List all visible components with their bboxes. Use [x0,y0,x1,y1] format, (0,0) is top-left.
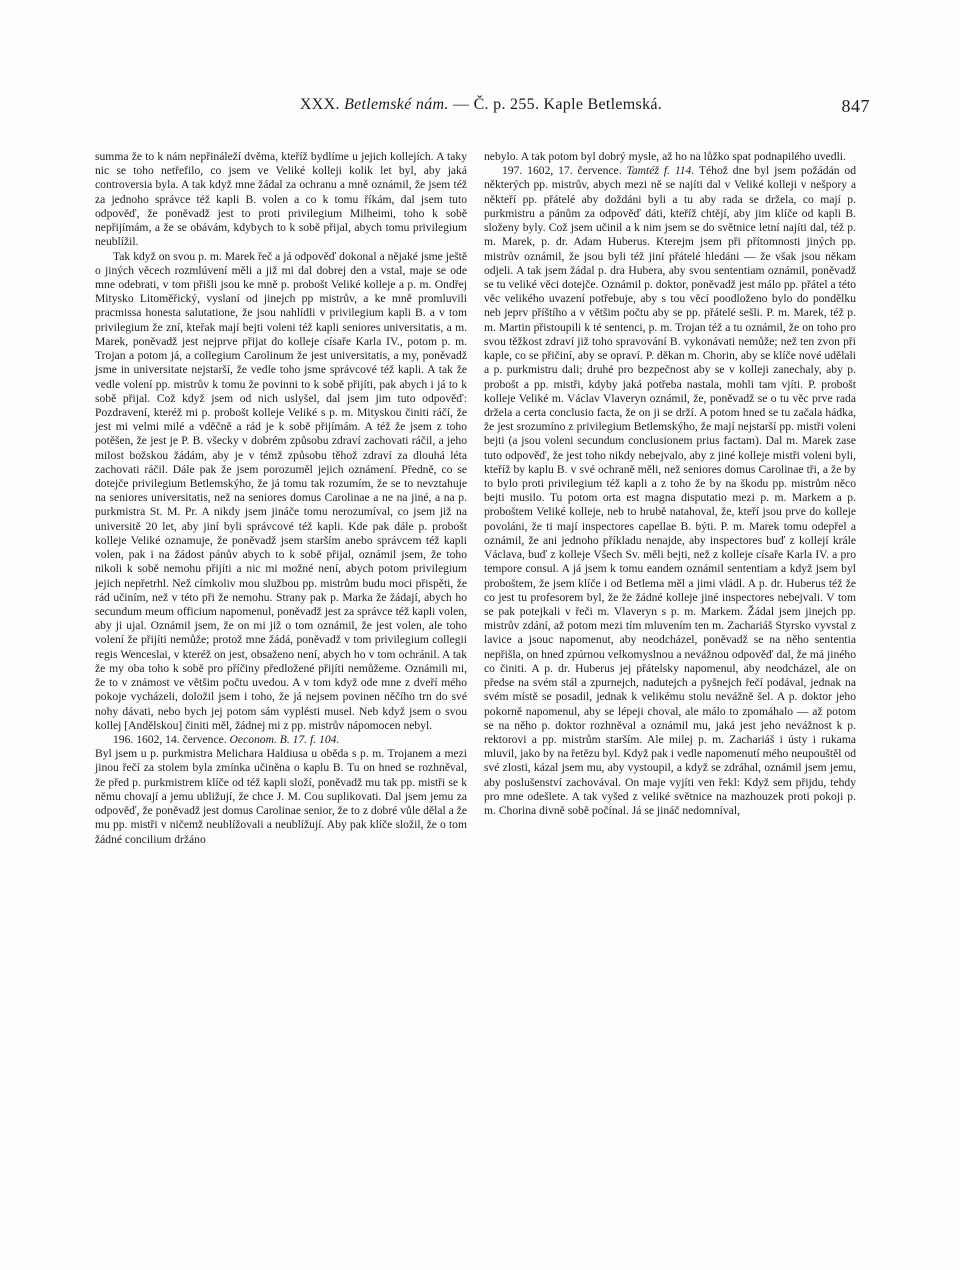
right-entry-197 [484,164,856,818]
entry-197-date: 197. 1602, 17. července. [502,164,627,178]
left-paragraph-4: Byl jsem u p. purkmistra Melichara Haldiusa u oběda s p. m. Trojanem a mezi jinou řečí za stolem byla zmínka učiněna o kaplu B. Tu on hned se rozhněval, že před p. purkmistrem klíče od též kapli složí, poněvadž mu tak pp. mistři se k němu chovají a jemu ubližují, že chce J. M. Cou suplikovati. Dal jsem jemu za odpověď, že poněvadž jest domus Carolinae senior, že to z dobré vůle dělal a že mu pp. mistři v ničemž neublížovali a neublížují. Aby pak klíče složil, že o tom žádné concilium držáno [95,747,467,846]
entry-197-source: Tamtéž f. 114. [626,164,695,178]
left-entry-196-heading [95,733,467,747]
entry-197-text: Téhož dne byl jsem požádán od některých pp. mistrův, abych mezi ně se najíti dal v Veliké kolleji v nešpory a někteří pp. přátelé aby doždáni byli a tu aby rada se držela, co mají p. purkmistru a pánům za odpověď dáti, kteříž chtějí, aby jim klíče od kapli B. složeny byly. Což jsem učinil a k nim jsem se do světnice letní najíti dal, též p. m. Marek, p. dr. Adam Huberus. Kterejm jsem při přítomnosti jiných pp. mistrův oznámil, že jsou byli též jiní přátelé hledáni — že však jsou někam odjeli. A tak jsem žádal p. dra Hubera, aby svou sententiam oznámil, poněvadž se tu veliké věci dotejče. Oznámil p. doktor, poněvadž jest málo pp. přátel a této věc velikého uvazení potřebuje, aby s tou věcí poodloženo bylo do pondělku neb jeprv příštího a v většim počtu aby se pp. přátelé sešli. P. m. Marek, též p. m. Martin přistoupili k té sentenci, p. m. Trojan též a tu oznámil, že on toho pro svou těžkost zdraví již toho spravování B. vykonávati nemůže; než ten zvon při kaple, co se přičiní, aby se opraví. P. děkan m. Chorin, aby se klíče nové udělali a p. purkmistru dali; druhé pro bezpečnost aby se v kolleji zanechaly, aby p. probošt a pp. mistři, kdyby jaká potřeba nastala, mohli tam vjíti. P. probošt kolleje Veliké m. Václav Vlaveryn oznámil, že, poněvadž se o tu věc prve rada držela a certa conclusio facta, že on ji se drží. A potom hned se tu začala hádka, že jest srozumíno z privilegium Betlemskýho, že mají nejstarší pp. mistři voleni bejti (a jsou voleni secundum conclusionem prius factam). Dal m. Marek zase tuto odpověď, že jest toho nikdy nebejvalo, aby z jiné kolleje mistři voleni byli, kteříž by kaplu B. v své ochraně měli, než seniores domus Carolinae tři, a že by to bylo proti privilegium též kapli a z toho že by na škodu pp. mistrům něco bejti musilo. Tu potom orta est magna disputatio mezi p. m. Markem a p. proboštem Veliké kolleje, neb to hrubě natahoval, že, kteří jsou prve do kolleje povoláni, že ti mají inspectores capellae B. býti. P. m. Marek tomu odepřel a oznámil, že ani jednoho příkladu nenajde, aby inspectores buď z kollejí krále Václava, buď z kolleje Všech Sv. měli bejti, než z kolleje císaře Karla IV. a pro tempore consul. A já jsem k tomu eandem oznámil sententiam a když jsem byl proboštem, že jsem klíče i od Betlema měl a jimi vládl. A p. dr. Huberus též že co jest tu profesorem byl, že že žádné kolleje jiné inspectores nebejvali. V tom se pak potejkali v řeči m. Vlaveryn s p. m. Markem. Žádal jsem jinejch pp. mistrův zdání, až potom mezi tím mluvením ten m. Zachariáš Styrsko vyvstal z lavice a jsouc napomenut, aby neodcházel, poněvadž se na něho sententia nepřišla, on hned zpúrnou velkomyslnou a nevážnou odpověď dal, že má jiného co činiti. A p. dr. Huberus jej přátelsky napomenul, aby neodcházel, ale on předse na svém stál a zpurnejch, nadutejch a pyšnejch řečí podával, jednak na svém místě se posadil, jednak k velikému stolu nevážně šel. A p. doktor jeho pokorně napomenul, aby se lépeji choval, ale málo to zpomáhalo — až potom se na něho p. doktor rozhněval a oznámil mu, jaká jest jeho nevážnost k p. rektorovi a pp. mistrům starším. Ale milej p. m. Zachariáš i ústy i rukama mluvil, jako by na řetězu byl. Když pak i vedle napomenutí mého neupouštěl od své zlosti, kázal jsem mu, aby vystoupil, a když se zdráhal, oznámil jsem jemu, aby poslušenství zachovával. On maje vyjíti ven řekl: Když sem přijdu, tehdy pro mne odešlete. A tak vyšed z veliké světnice na mazhouzek proti pokoji p. m. Chorina divně sobě počínal. Já se jináč nedomníval, [484,164,856,818]
left-paragraph-1: summa že to k nám nepřináleží dvěma, kteříž bydlíme u jejich kollejích. A taky nic se toho netřefilo, co jsem ve Veliké kolleji kolik let byl, aby jaká controversia byla. A tak když mne žádal za ochranu a mně oznámil, že jsem též za jednoho správce též kapli B. volen a co k tomu říkám, dal jsem tuto odpověď, že poněvadž jest to proti privilegium Milheimi, toho k sobě nepřijímám, a že se obávám, kdybych to k sobě přijal, abych tomu privilegium neublížil. [95,150,467,249]
running-header [92,96,870,126]
entry-196-source: Oeconom. B. 17. f. 104. [229,732,340,746]
header-title-suffix: — Č. p. 255. Kaple Betlemská. [448,96,663,113]
header-title-italic: Betlemské nám. [344,96,449,113]
header-title [92,96,870,114]
entry-196-date: 196. 1602, 14. července. [113,732,230,746]
left-column [95,150,467,847]
header-title-prefix: XXX. [299,96,345,113]
left-paragraph-2: Tak když on svou p. m. Marek řeč a já odpověď dokonal a nějaké jsme ještě o jiných věcech rozmlúvení měli a již mi dal dobrej den a vstal, maje se ode mne odebrati, v tom přišli jsou ke mně p. probošt Veliké kolleje a p. m. Ondřej Mitysko Litoměřický, vyslaní od jinejch pp mistrův, a ke mně promluvili pracmissa honesta salutatione, že jsou nahlídli v privilegium kapli B. a v tom privilegium že zní, kteřak mají bejti voleni též kapli seniores universitatis, a m. Marek, poněvadž jest nejprve přijat do kolleje císaře Karla IV., potom p. m. Trojan a potom já, a collegium Carolinum že jest universitatis, a my, poněvadž jsme in universitate nejstarší, že vedle toho jsme správcové též kapli. A tak že vedle volení pp. mistrův k tomu že povinni to k sobě přijíti, pak abych i já to k sobě přijal. Což když jsem od nich uslyšel, dal jsem jim tuto odpověď: Pozdravení, kteréž mi p. probošt kolleje Veliké s p. m. Mityskou činiti ráčí, že jest mi velmi milé a vděčně a rád je k sobě přijímám. A též že jsem z toho potěšen, že jest je P. B. všecky v dobrém způsobu zdraví zachovati ráčil, a jeho milost božskou žádám, aby je v témž způsobu těhož zdraví za dlouhá léta zachovati ráčil. Dále pak že jsem porozuměl jejich oznámení. Předně, co se dotejče privilegium Betlemskýho, že já tomu tak rozumím, že se to nevztahuje na seniores universitatis, než na seniores domus Carolinae a ne na jiné, a na p. purkmistra St. M. Pr. A nikdy jsem jináče tomu nerozumíval, co jsem již na universitě 20 let, aby jiní byli správcové též kapli. Kde pak dále p. probošt kolleje Veliké oznamuje, že poněvadž jsem starším anebo správcem též kapli volen, pak i na žádost pánův abych to k sobě přijal, oznámil jsem, že toho nikoli k sobě nemohu přijíti a nic mi možné není, abych potom privilegium jejich nepřetrhl. Než címkoliv mou službou pp. mistrům budu moci přispěti, že rád učiním, než v této při že nemohu. Strany pak p. Marka že žádají, abych ho secundum meum officium napomenul, poněvadž jest za správce též kapli volen, aby ji ujal. Oznámil jsem, že on mi již o tom oznámil, že jest volen, ale toho volení že přijíti nemůže; protož mne žádá, poněvadž v tom privilegium collegii regis Wenceslai, v kteréž on jest, obsaženo není, abych ho v tom ochránil. A tak že my oba toho k sobě pro příčiny předložené přijíti nemůžeme. Oznámili mi, že to v známost ve většim počtu uvedou. A v tom když ode mne z dveří mého pokoje vycházeli, doložil jsem i toho, že já nejsem povinen něčího trn do své nohy dávati, nebo bych jej potom sám vyplésti musel. Neb když jsem o svou kollej [Andělskou] činiti měl, žádnej mi z pp. mistrův nápomocen nebyl. [95,249,467,732]
right-column [484,150,856,818]
right-paragraph-1: nebylo. A tak potom byl dobrý mysle, až ho na lůžko spat podnapilého uvedli. [484,150,846,163]
page-number: 847 [841,96,870,116]
